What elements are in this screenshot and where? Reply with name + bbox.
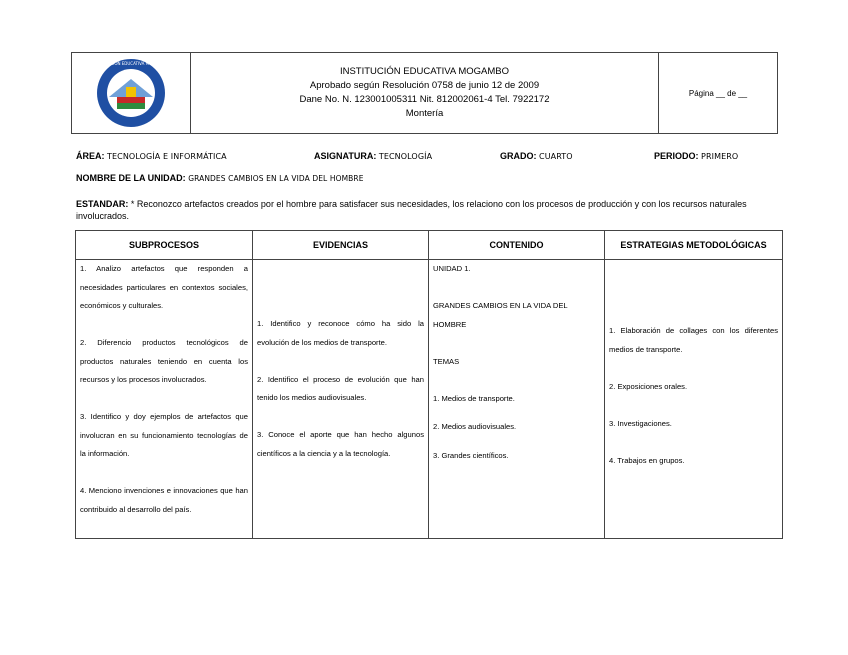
city-text: Montería bbox=[405, 108, 444, 119]
area-field bbox=[76, 151, 227, 161]
estrategia-item: 2. Exposiciones orales. bbox=[609, 381, 688, 391]
estrategia-item: 4. Trabajos en grupos. bbox=[609, 455, 685, 465]
evidencias-cell bbox=[253, 260, 429, 539]
subprocesos-cell bbox=[76, 260, 253, 539]
institution-info bbox=[191, 53, 659, 133]
dane-text: Dane No. N. 123001005311 Nit. 812002061-4 Tel. 7922172 bbox=[299, 94, 550, 105]
periodo-label: PERIODO: bbox=[654, 151, 699, 161]
subproceso-item: 4. Menciono invenciones e innovaciones que han contribuido al desarrollo del país. bbox=[80, 486, 248, 514]
evidencia-item: 2. Identifico el proceso de evolución que han tenido los medios audiovisuales. bbox=[257, 374, 424, 402]
logo-cell bbox=[72, 53, 191, 133]
area-label: ÁREA: bbox=[76, 151, 105, 161]
contenido-item: UNIDAD 1. bbox=[433, 264, 471, 273]
unidad-field bbox=[76, 173, 364, 183]
header-estrategias: ESTRATEGIAS METODOLÓGICAS bbox=[605, 231, 783, 260]
estandar-label: ESTANDAR: bbox=[76, 199, 129, 209]
table-header-row bbox=[76, 231, 783, 260]
estrategia-item: 3. Investigaciones. bbox=[609, 418, 672, 428]
contenido-item: 2. Medios audiovisuales. bbox=[433, 422, 517, 431]
document-header bbox=[71, 52, 778, 134]
planning-table bbox=[75, 230, 783, 539]
unidad-label: NOMBRE DE LA UNIDAD: bbox=[76, 173, 186, 183]
estrategia-item: 1. Elaboración de collages con los diferentes medios de transporte. bbox=[609, 326, 778, 354]
periodo-value: PRIMERO bbox=[701, 152, 739, 161]
institution-name: INSTITUCIÓN EDUCATIVA MOGAMBO bbox=[339, 66, 510, 77]
subproceso-item: 3. Identifico y doy ejemplos de artefactos que involucran en su funcionamiento tecnologías de la información. bbox=[80, 412, 248, 458]
evidencia-item: 1. Identifico y reconoce cómo ha sido la evolución de los medios de transporte. bbox=[257, 319, 424, 347]
svg-text:INSTITUCIÓN EDUCATIVA MOGAMBO: INSTITUCIÓN EDUCATIVA MOGAMBO bbox=[95, 61, 167, 66]
estrategias-cell bbox=[605, 260, 783, 539]
subproceso-item: 2. Diferencio productos tecnológicos de productos naturales teniendo en cuenta los recursos y los procesos involucrados. bbox=[80, 338, 248, 384]
subproceso-item: 1. Analizo artefactos que responden a necesidades particulares en contextos sociales, económicos y culturales. bbox=[80, 264, 248, 310]
asignatura-field bbox=[314, 151, 432, 161]
contenido-item: 1. Medios de transporte. bbox=[433, 393, 515, 403]
estandar-value: * Reconozco artefactos creados por el hombre para satisfacer sus necesidades, los relaciono con los procesos de producción y con los recursos naturales involucrados. bbox=[76, 199, 747, 221]
page-number-cell bbox=[659, 53, 777, 133]
institution-logo bbox=[95, 57, 167, 129]
table-row bbox=[76, 260, 783, 539]
page-number: Página __ de __ bbox=[688, 88, 748, 98]
grado-value: CUARTO bbox=[539, 152, 573, 161]
evidencia-item: 3. Conoce el aporte que han hecho algunos científicos a la ciencia y a la tecnología. bbox=[257, 430, 424, 458]
asignatura-value: TECNOLOGÍA bbox=[378, 152, 433, 161]
grado-field bbox=[500, 151, 573, 161]
header-subprocesos: SUBPROCESOS bbox=[76, 231, 253, 260]
header-evidencias: EVIDENCIAS bbox=[253, 231, 429, 260]
contenido-cell bbox=[429, 260, 605, 539]
contenido-item: TEMAS bbox=[433, 356, 460, 366]
contenido-item: GRANDES CAMBIOS EN LA VIDA DEL HOMBRE bbox=[433, 301, 568, 329]
asignatura-label: ASIGNATURA: bbox=[314, 151, 377, 161]
area-value: TECNOLOGÍA E INFORMÁTICA bbox=[107, 152, 227, 161]
resolution-text: Aprobado según Resolución 0758 de junio 12 de 2009 bbox=[309, 80, 540, 91]
periodo-field bbox=[654, 151, 738, 161]
grado-label: GRADO: bbox=[500, 151, 537, 161]
contenido-item: 3. Grandes científicos. bbox=[433, 450, 509, 460]
estandar-field bbox=[76, 198, 776, 222]
unidad-value: GRANDES CAMBIOS EN LA VIDA DEL HOMBRE bbox=[188, 174, 364, 183]
header-contenido: CONTENIDO bbox=[429, 231, 605, 260]
